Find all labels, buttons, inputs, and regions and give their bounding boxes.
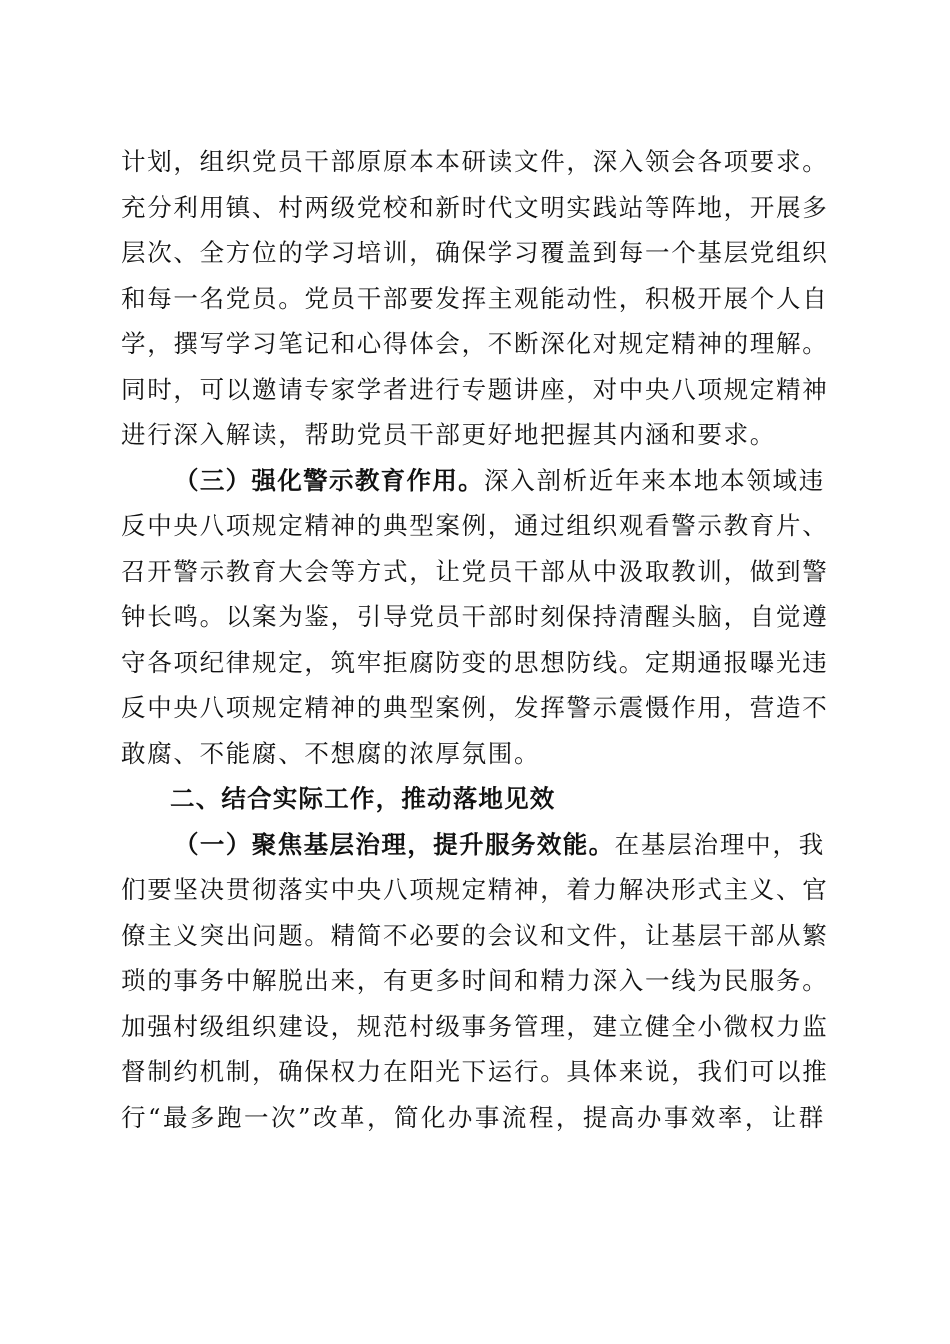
text-line: 计划，组织党员干部原原本本研读文件，深入领会各项要求。 <box>121 147 829 176</box>
text-line: 反中央八项规定精神的典型案例，发挥警示震慑作用，营造不 <box>121 693 829 722</box>
subsection-paragraph-start <box>121 458 825 504</box>
text-span: 深入剖析近年来本地本领域违 <box>484 465 825 495</box>
text-span: 在基层治理中，我 <box>614 829 825 859</box>
subsection-title: （一）聚焦基层治理，提升服务效能。 <box>174 829 615 859</box>
text-line: 钟长鸣。以案为鉴，引导党员干部时刻保持清醒头脑，自觉遵 <box>121 602 829 631</box>
text-line: 召开警示教育大会等方式，让党员干部从中汲取教训，做到警 <box>121 556 829 586</box>
body-text <box>121 139 829 1140</box>
text-line: 琐的事务中解脱出来，有更多时间和精力深入一线为民服务。 <box>121 966 829 995</box>
text-line: 和每一名党员。党员干部要发挥主观能动性，积极开展个人自 <box>121 283 829 313</box>
text-line: 敢腐、不能腐、不想腐的浓厚氛围。 <box>121 738 541 768</box>
text-line: 反中央八项规定精神的典型案例，通过组织观看警示教育片、 <box>121 511 829 540</box>
subsection-title: （三）强化警示教育作用。 <box>174 465 484 495</box>
subsection-paragraph-start <box>121 822 825 868</box>
text-line: 充分利用镇、村两级党校和新时代文明实践站等阵地，开展多 <box>121 192 829 222</box>
text-line: 进行深入解读，帮助党员干部更好地把握其内涵和要求。 <box>121 420 776 449</box>
text-line: 学，撰写学习笔记和心得体会，不断深化对规定精神的理解。 <box>121 329 829 358</box>
text-line: 守各项纪律规定，筑牢拒腐防变的思想防线。定期通报曝光违 <box>121 647 829 677</box>
text-line: 们要坚决贯彻落实中央八项规定精神，着力解决形式主义、官 <box>121 875 829 904</box>
text-line: 层次、全方位的学习培训，确保学习覆盖到每一个基层党组织 <box>121 238 829 267</box>
text-line: 督制约机制，确保权力在阳光下运行。具体来说，我们可以推 <box>121 1057 829 1086</box>
text-line: 行“最多跑一次”改革，简化办事流程，提高办事效率，让群 <box>121 1102 825 1132</box>
text-line: 僚主义突出问题。精简不必要的会议和文件，让基层干部从繁 <box>121 920 829 950</box>
text-line: 加强村级组织建设，规范村级事务管理，建立健全小微权力监 <box>121 1011 829 1041</box>
text-line: 同时，可以邀请专家学者进行专题讲座，对中央八项规定精神 <box>121 374 829 404</box>
section-heading: 二、结合实际工作，推动落地见效 <box>170 784 556 813</box>
